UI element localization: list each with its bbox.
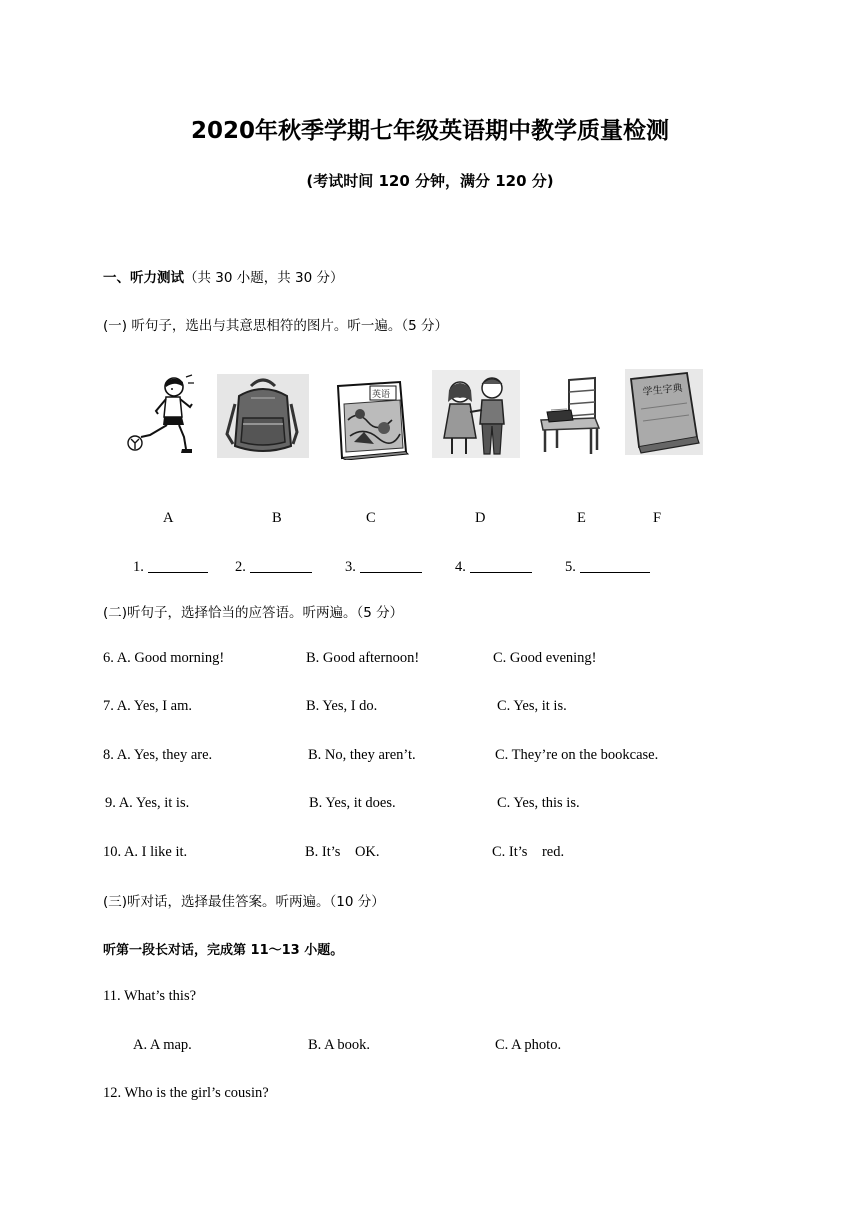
blank-line[interactable]: [580, 558, 650, 573]
page-title: 2020年秋季学期七年级英语期中教学质量检测: [190, 118, 669, 144]
question-9-option-a: 9. A. Yes, it is.: [105, 795, 190, 811]
blank-line[interactable]: [148, 558, 208, 573]
question-7-option-c: C. Yes, it is.: [497, 698, 567, 714]
part2-instruction: (二)听句子，选择恰当的应答语。听两遍。（5 分）: [103, 605, 404, 621]
exam-info: (考试时间 120 分钟，满分 120 分): [306, 172, 554, 190]
question-11-option-c: C. A photo.: [495, 1037, 562, 1053]
backpack-icon: [217, 374, 309, 458]
question-6-option-a: 6. A. Good morning!: [103, 650, 225, 666]
question-7-option-a: 7. A. Yes, I am.: [103, 698, 193, 714]
question-9-option-c: C. Yes, this is.: [497, 795, 580, 811]
picture-label-b: B: [272, 510, 282, 526]
english-book-icon: [334, 380, 410, 460]
answer-blank-2[interactable]: 2.: [235, 558, 312, 576]
picture-label-f: F: [653, 510, 662, 526]
blank-line[interactable]: [250, 558, 312, 573]
part3-instruction: (三)听对话，选择最佳答案。听两遍。（10 分）: [103, 894, 385, 910]
question-7-option-b: B. Yes, I do.: [306, 698, 378, 714]
question-8-option-a: 8. A. Yes, they are.: [103, 747, 213, 763]
picture-label-c: C: [366, 510, 376, 526]
answer-blank-5[interactable]: 5.: [565, 558, 650, 576]
question-11: 11. What’s this?: [103, 988, 197, 1004]
picture-label-d: D: [475, 510, 486, 526]
chair-icon: [533, 374, 603, 456]
question-10-option-c: C. It’s red.: [492, 844, 565, 860]
picture-label-e: E: [577, 510, 586, 526]
question-10-option-a: 10. A. I like it.: [103, 844, 188, 860]
blank-line[interactable]: [360, 558, 422, 573]
question-9-option-b: B. Yes, it does.: [309, 795, 396, 811]
picture-label-a: A: [163, 510, 174, 526]
part1-instruction: (一) 听句子，选出与其意思相符的图片。听一遍。（5 分）: [103, 318, 448, 334]
answer-blank-3[interactable]: 3.: [345, 558, 422, 576]
answer-blank-1[interactable]: 1.: [133, 558, 208, 576]
blank-line[interactable]: [470, 558, 532, 573]
two-children-icon: [432, 370, 520, 458]
answer-blank-4[interactable]: 4.: [455, 558, 532, 576]
book-cover-text: 英语: [372, 390, 391, 400]
question-10-option-b: B. It’s OK.: [305, 844, 380, 860]
question-11-option-b: B. A book.: [308, 1037, 371, 1053]
dictionary-icon: [625, 369, 703, 455]
question-6-option-c: C. Good evening!: [493, 650, 597, 666]
question-12: 12. Who is the girl’s cousin?: [103, 1085, 269, 1101]
section-heading: [103, 266, 344, 286]
question-8-option-b: B. No, they aren’t.: [308, 747, 416, 763]
dictionary-cover-text: 学生字典: [642, 382, 684, 398]
question-6-option-b: B. Good afternoon!: [306, 650, 420, 666]
section-note: （共 30 小题，共 30 分）: [184, 270, 344, 286]
question-11-option-a: A. A map.: [133, 1037, 192, 1053]
section-title: 一、听力测试: [103, 270, 184, 286]
question-8-option-c: C. They’re on the bookcase.: [495, 747, 659, 763]
boy-playing-football-icon: [126, 373, 204, 457]
dialogue-note: 听第一段长对话，完成第 11～13 小题。: [103, 943, 344, 958]
